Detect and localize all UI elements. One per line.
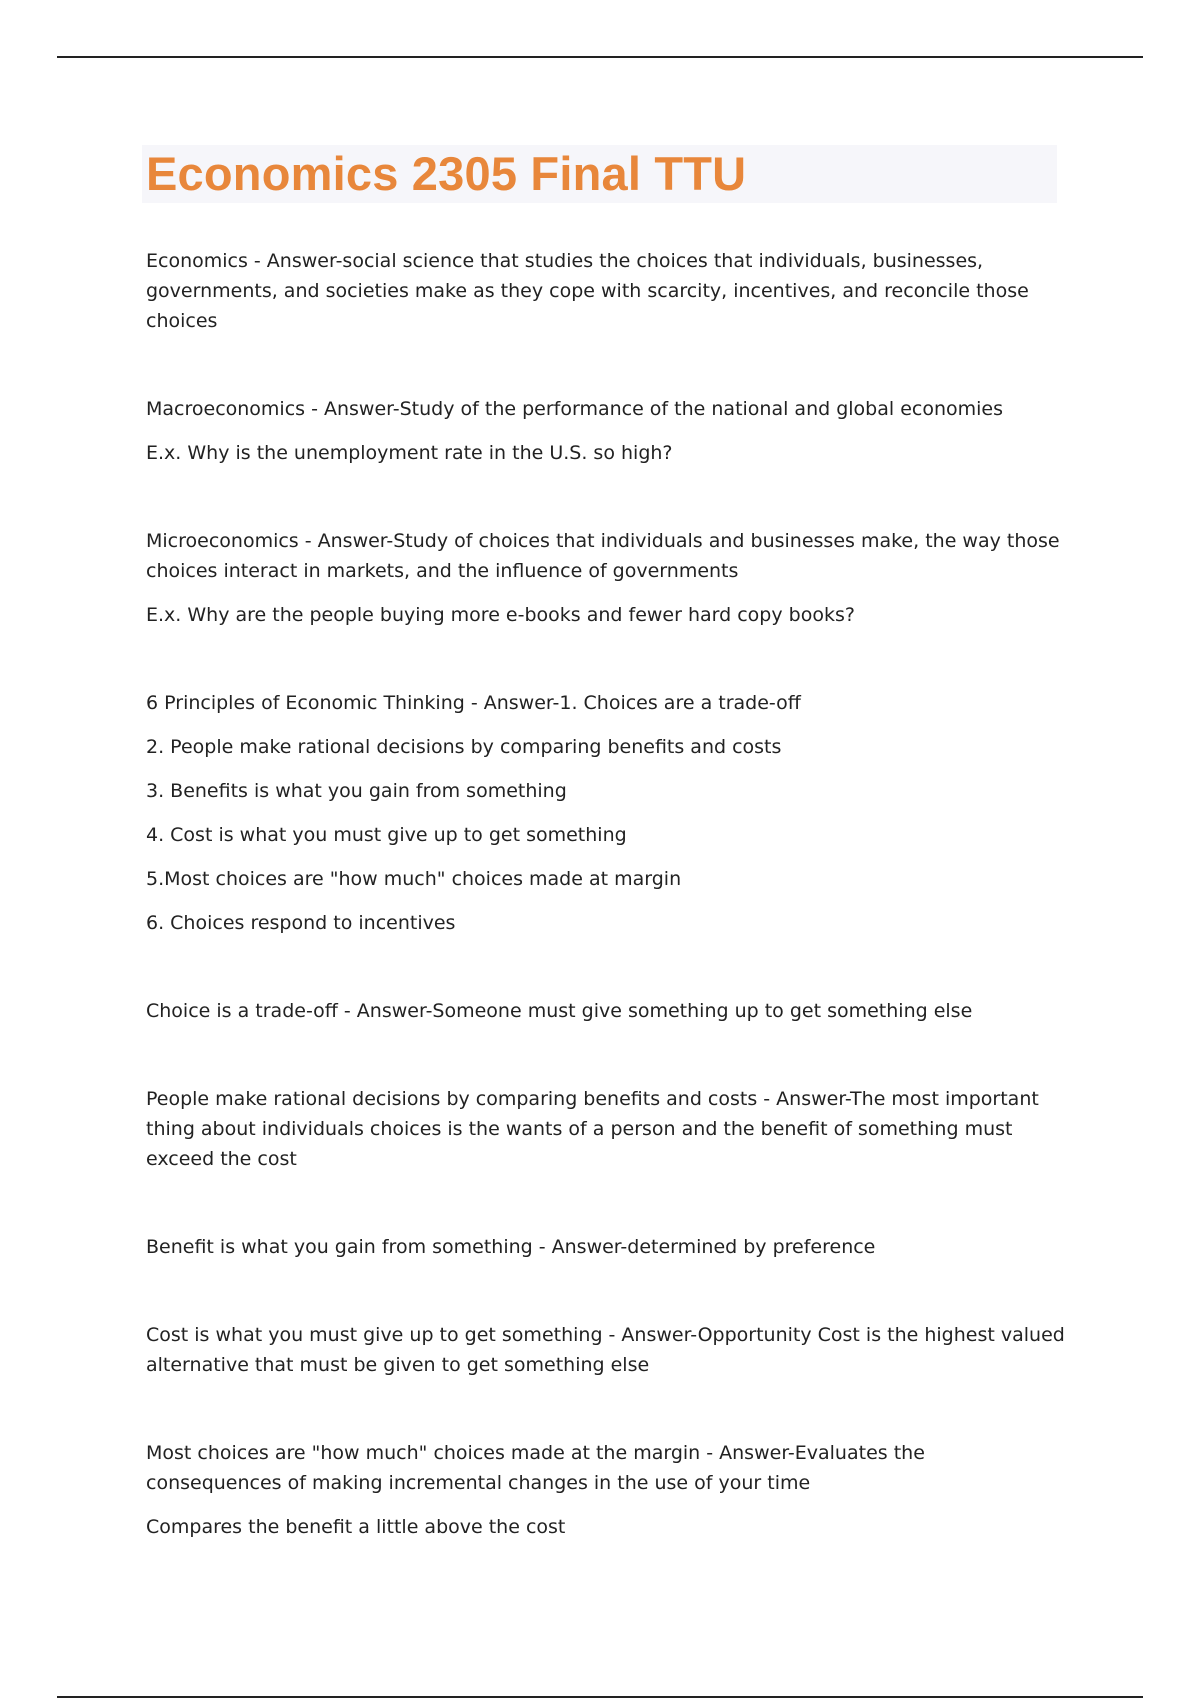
- document-body: [146, 246, 1066, 1600]
- entry-rational-decisions: [146, 1084, 1066, 1174]
- entry-paragraph: Most choices are "how much" choices made at the margin - Answer-Evaluates the consequences of making incremental changes in the use of your time: [146, 1442, 925, 1494]
- entry-note: Compares the benefit a little above the cost: [146, 1516, 566, 1538]
- entry-paragraph: Macroeconomics - Answer-Study of the performance of the national and global economies: [146, 398, 1003, 420]
- entry-six-principles: [146, 688, 1066, 938]
- bottom-page-rule: [57, 1696, 1143, 1698]
- document-title: Economics 2305 Final TTU: [146, 147, 747, 200]
- entry-benefit: [146, 1232, 1066, 1262]
- entry-macroeconomics: [146, 394, 1066, 468]
- entry-economics: [146, 246, 1066, 336]
- entry-paragraph: Benefit is what you gain from something - Answer-determined by preference: [146, 1236, 876, 1258]
- principle-item: 4. Cost is what you must give up to get something: [146, 824, 627, 846]
- entry-trade-off: [146, 996, 1066, 1026]
- entry-paragraph: Economics - Answer-social science that studies the choices that individuals, businesses, governments, and societies make as they cope with scarcity, incentives, and reconcile those choices: [146, 250, 1029, 332]
- entry-example: E.x. Why are the people buying more e-books and fewer hard copy books?: [146, 604, 855, 626]
- entry-paragraph: Cost is what you must give up to get something - Answer-Opportunity Cost is the highest valued alternative that must be given to get something else: [146, 1324, 1065, 1376]
- entry-margin: [146, 1438, 1066, 1542]
- entry-paragraph: Choice is a trade-off - Answer-Someone must give something up to get something else: [146, 1000, 973, 1022]
- principle-item: 6. Choices respond to incentives: [146, 912, 456, 934]
- entry-paragraph: 6 Principles of Economic Thinking - Answer-1. Choices are a trade-off: [146, 692, 801, 714]
- entry-example: E.x. Why is the unemployment rate in the U.S. so high?: [146, 442, 673, 464]
- principle-item: 3. Benefits is what you gain from something: [146, 780, 567, 802]
- entry-cost: [146, 1320, 1066, 1380]
- entry-microeconomics: [146, 526, 1066, 630]
- entry-paragraph: Microeconomics - Answer-Study of choices that individuals and businesses make, the way those choices interact in markets, and the influence of governments: [146, 530, 1060, 582]
- entry-paragraph: People make rational decisions by comparing benefits and costs - Answer-The most important thing about individuals choices is the wants of a person and the benefit of something must exceed the cost: [146, 1088, 1039, 1170]
- top-page-rule: [57, 56, 1143, 58]
- principle-item: 5.Most choices are "how much" choices made at margin: [146, 868, 682, 890]
- principle-item: 2. People make rational decisions by comparing benefits and costs: [146, 736, 782, 758]
